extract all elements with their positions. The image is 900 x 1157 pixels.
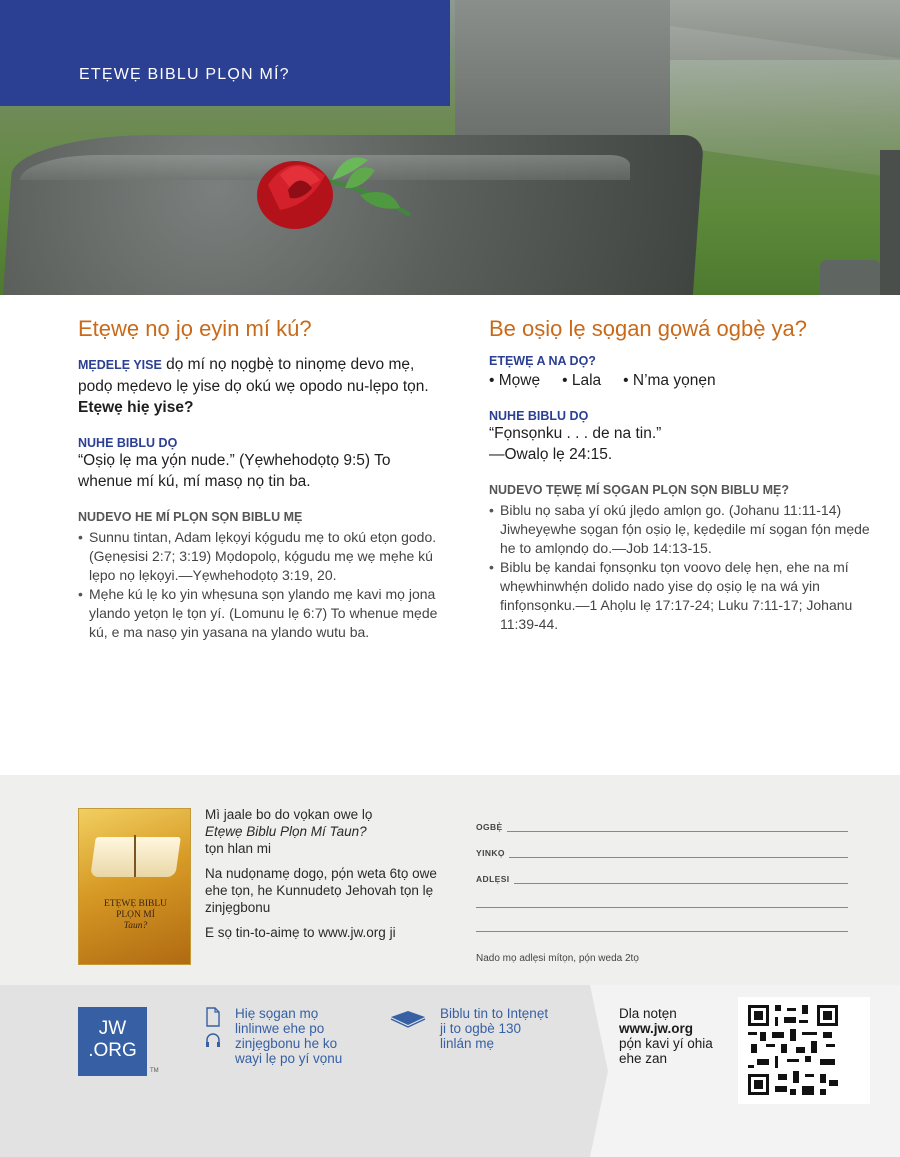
background-headstone [880, 150, 900, 295]
logo-line: .ORG [88, 1040, 137, 1061]
document-audio-icon [205, 1007, 221, 1049]
left-heading: Etẹwẹ nọ jọ eyin mí kú? [78, 316, 312, 341]
bible-quote: “Oṣiọ lẹ ma yọ́n nude.” (Yẹwhehodọtọ 9:5) To whenue mí kú, mí masọ nọ tin ba. [78, 452, 391, 490]
name-field[interactable] [476, 806, 848, 832]
feature-online-bible-text: Biblu tin to Intẹnẹt ji to ogbè 130 linlán mẹ [440, 1006, 549, 1051]
book-cover [78, 808, 191, 965]
visit-line: pọ́n kavi yí ohia ehe zan [619, 1036, 713, 1066]
intro-text: dọ mí nọ nọgbẹ̀ to ninọmẹ devo mẹ, podọ mẹdevo lẹ yise dọ okú wẹ opodo nu-lẹpo tọn. [78, 356, 429, 395]
book-title-line: Taun? [123, 921, 148, 931]
intro-paragraph [78, 354, 443, 418]
option-yes[interactable]: • Mọwẹ [489, 372, 541, 389]
qr-code-icon[interactable] [748, 1005, 838, 1095]
address-field[interactable] [476, 858, 848, 884]
request-line: tọn hlan mi [205, 841, 272, 856]
banner-title: ETẸWẸ BIBLU PLỌN MÍ? [79, 66, 290, 83]
background-headstone [820, 260, 880, 295]
field-label: YINKỌ [476, 848, 505, 858]
list-item: • Mẹhe kú lẹ ko yin whẹsuna sọn ylando mẹ kavi mọ jona ylando yetọn lẹ tọn yí. (Lomunu lẹ 6:7) To whenue mẹde kú, e ma nasọ yin yasana na ylando wutu ba. [78, 585, 443, 642]
study-paragraph: Na nudọnamẹ dogọ, pọ́n weta 6tọ owe ehe tọn, he Kunnudetọ Jehovah tọn lẹ zinjẹgbonu [205, 866, 437, 915]
address-line-2[interactable] [476, 884, 848, 908]
list-item: • Sunnu tintan, Adam lẹkọyi kọ́gudu mẹ to okú etọn godo. (Gẹnẹsisi 2:7; 3:19) Mọdopolọ, kọ́gudu mẹ wẹ mẹhe kú lẹpo nọ lẹkọyi.—Yẹwhehodọtọ 3:19, 20. [78, 528, 443, 585]
more-label: NUDEVO HE MÍ PLỌN SỌN BIBLU MẸ [78, 510, 303, 524]
background-headstone [455, 0, 670, 140]
intro-label: MẸDELẸ YISE [78, 358, 162, 372]
more-label: NUDEVO TẸWẸ MÍ SỌGAN PLỌN SỌN BIBLU MẸ? [489, 483, 790, 497]
logo-line: JW [98, 1018, 127, 1039]
left-bullet-list [78, 528, 443, 642]
book-title-line: PLỌN MÍ [116, 910, 155, 920]
visit-text [619, 1006, 729, 1066]
answer-options [489, 370, 874, 391]
left-column [78, 316, 443, 642]
bible-reference: —Owalọ lẹ 24:15. [489, 446, 613, 463]
name-input-line[interactable] [507, 820, 848, 832]
right-heading: Be oṣiọ lẹ sọgan gọwá ogbẹ̀ ya? [489, 316, 808, 341]
address-note: Nado mọ adlẹsi mítọn, pọ́n weda 2tọ [476, 953, 639, 964]
address-line-3[interactable] [476, 908, 848, 932]
phone-input-line[interactable] [509, 846, 848, 858]
qr-code-panel [738, 997, 870, 1104]
visit-site-link[interactable]: www.jw.org [619, 1021, 693, 1036]
right-column [489, 316, 874, 634]
field-label: ADLẸSI [476, 874, 510, 884]
bible-label: NUHE BIBLU DỌ [489, 409, 589, 423]
option-label: Mọwẹ [498, 372, 541, 389]
option-dont-know[interactable]: • N’ma yọnẹn [623, 372, 716, 389]
option-label: Lala [571, 372, 602, 389]
title-banner [0, 0, 450, 106]
bible-book-icon [389, 1007, 427, 1029]
site-paragraph: E sọ tin-to-aimẹ to www.jw.org ji [205, 925, 396, 940]
bible-quote: “Fọnsọnku . . . de na tin.” [489, 425, 662, 442]
trademark: TM [150, 1068, 159, 1074]
feature-download-text: Hiẹ sọgan mọ linlinwe ehe po zinjẹgbonu he ko wayi lẹ po yí vọnu [235, 1006, 343, 1066]
form-fields [476, 806, 848, 932]
option-no[interactable]: • Lala [562, 372, 602, 389]
address-input-line[interactable] [514, 872, 848, 884]
answer-label: ETẸWẸ A NA DỌ? [489, 354, 596, 368]
visit-line: Dla notẹn [619, 1006, 677, 1021]
jw-org-logo[interactable] [78, 1007, 147, 1076]
list-item: • Biblu bẹ kandai fọnsọnku tọn voovo delẹ hẹn, ehe na mí whẹwhinwhẹ́n dolido nado yise dọ oṣiọ lẹ na wá yin finfọnsọnku.—1 Ahọlu lẹ 17:17-24; Luku 7:11-17; Johanu 11:39-44. [489, 558, 874, 634]
background-headstone [640, 0, 900, 60]
list-item: • Biblu nọ saba yí okú jlẹdo amlọn go. (Johanu 11:11-14) Jiwheyẹwhe sọgan fọ́n oṣiọ lẹ, kẹdẹdile mí sọgan fọ́n mẹde he to amlọndọ do.—Job 14:13-15. [489, 501, 874, 558]
bible-label: NUHE BIBLU DỌ [78, 436, 178, 450]
request-line: Mì jaale bo do vọkan owe lọ [205, 807, 373, 822]
rose-image [250, 130, 420, 240]
right-bullet-list [489, 501, 874, 634]
book-cover-title [79, 899, 192, 932]
book-title-line: ETẸWẸ BIBLU [103, 899, 168, 909]
option-label: N’ma yọnẹn [632, 372, 716, 389]
request-book-title: Etẹwẹ Biblu Plọn Mí Taun? [205, 824, 367, 839]
phone-field[interactable] [476, 832, 848, 858]
intro-question: Etẹwẹ hiẹ yise? [78, 399, 194, 416]
field-label: OGBẸ̀ [476, 822, 503, 832]
bible-spine [134, 835, 136, 877]
request-paragraph [205, 806, 440, 857]
request-text [205, 806, 440, 949]
